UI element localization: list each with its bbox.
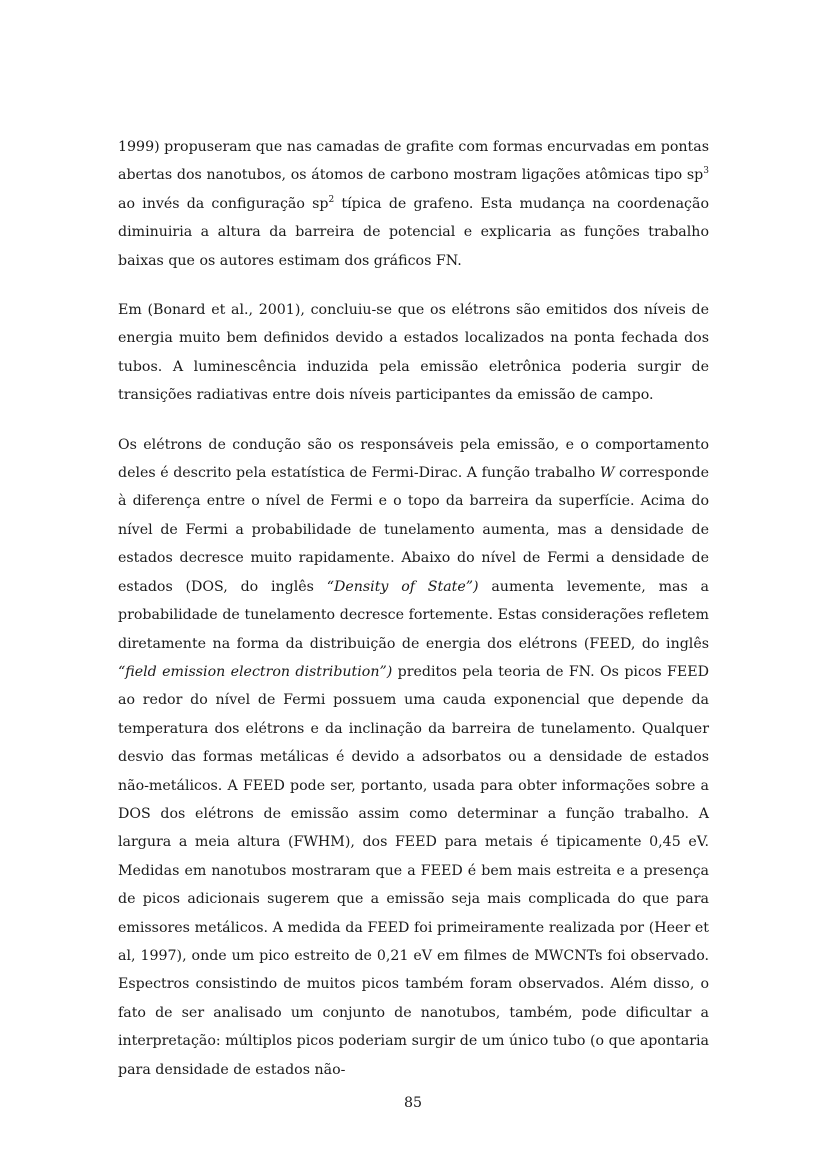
paragraph [118, 296, 709, 410]
paragraph [118, 133, 709, 275]
italic-run: W [599, 465, 615, 482]
text-run: 1999) propuseram que nas camadas de grafite com formas encurvadas em pontas abertas dos nanotubos, os átomos de carbono mostram ligações atômicas tipo sp [118, 139, 709, 184]
text-run: Os elétrons de condução são os responsáveis pela emissão, e o comportamento deles é descrito pela estatística de Fermi-Dirac. A função trabalho [118, 436, 709, 482]
paragraph [118, 431, 709, 1084]
text-run: aumenta levemente, mas a probabilidade de tunelamento decresce fortemente. Estas considerações refletem diretamente na forma da distribuição de energia dos elétrons (FEED, do inglês [118, 578, 710, 652]
superscript-run: 3 [703, 166, 709, 177]
page-body [118, 133, 709, 1105]
text-run: Em (Bonard et al., 2001), concluiu-se que os elétrons são emitidos dos níveis de energia muito bem definidos devido a estados localizados na ponta fechada dos tubos. A luminescência induzida pela emissão eletrônica poderia surgir de transições radiativas entre dois níveis participantes da emissão de campo. [118, 302, 709, 404]
superscript-run: 2 [328, 194, 335, 205]
text-run: preditos pela teoria de FN. Os picos FEED ao redor do nível de Fermi possuem uma cauda exponencial que depende da temperatura dos elétrons e da inclinação da barreira de tunelamento. Qualquer desvio das formas metálicas é devido a adsorbatos ou a densidade de estados não-metálicos. A FEED pode ser, portanto, usada para obter informações sobre a DOS dos elétrons de emissão assim como determinar a função trabalho. A largura a meia altura (FWHM), dos FEED para metais é tipicamente 0,45 eV. Medidas em nanotubos mostraram que a FEED é bem mais estreita e a presença de picos adicionais sugerem que a emissão seja mais complicada do que para emissores metálicos. A medida da FEED foi primeiramente realizada por (Heer et al, 1997), onde um pico estreito de 0,21 eV em filmes de MWCNTs foi observado. Espectros consistindo de muitos picos também foram observados. Além disso, o fato de ser analisado um conjunto de nanotubos, também, pode dificultar a interpretação: múltiplos picos poderiam surgir de um único tubo (o que apontaria para densidade de estados não- [118, 663, 709, 1078]
italic-run: “field emission electron distribution”) [118, 663, 393, 680]
text-run: típica de grafeno. Esta mudança na coordenação diminuiria a altura da barreira de potencial e explicaria as funções trabalho baixas que os autores estimam dos gráficos FN. [118, 195, 709, 269]
page-number: 85 [403, 1095, 423, 1111]
text-run: ao invés da configuração sp [118, 195, 329, 212]
text-run: corresponde à diferença entre o nível de Fermi e o topo da barreira da superfície. Acima do nível de Fermi a probabilidade de tunelamento aumenta, mas a densidade de estados decresce muito rapidamente. Abaixo do nível de Fermi a densidade de estados (DOS, do inglês [118, 465, 709, 595]
italic-run: “Density of State”) [326, 578, 479, 595]
